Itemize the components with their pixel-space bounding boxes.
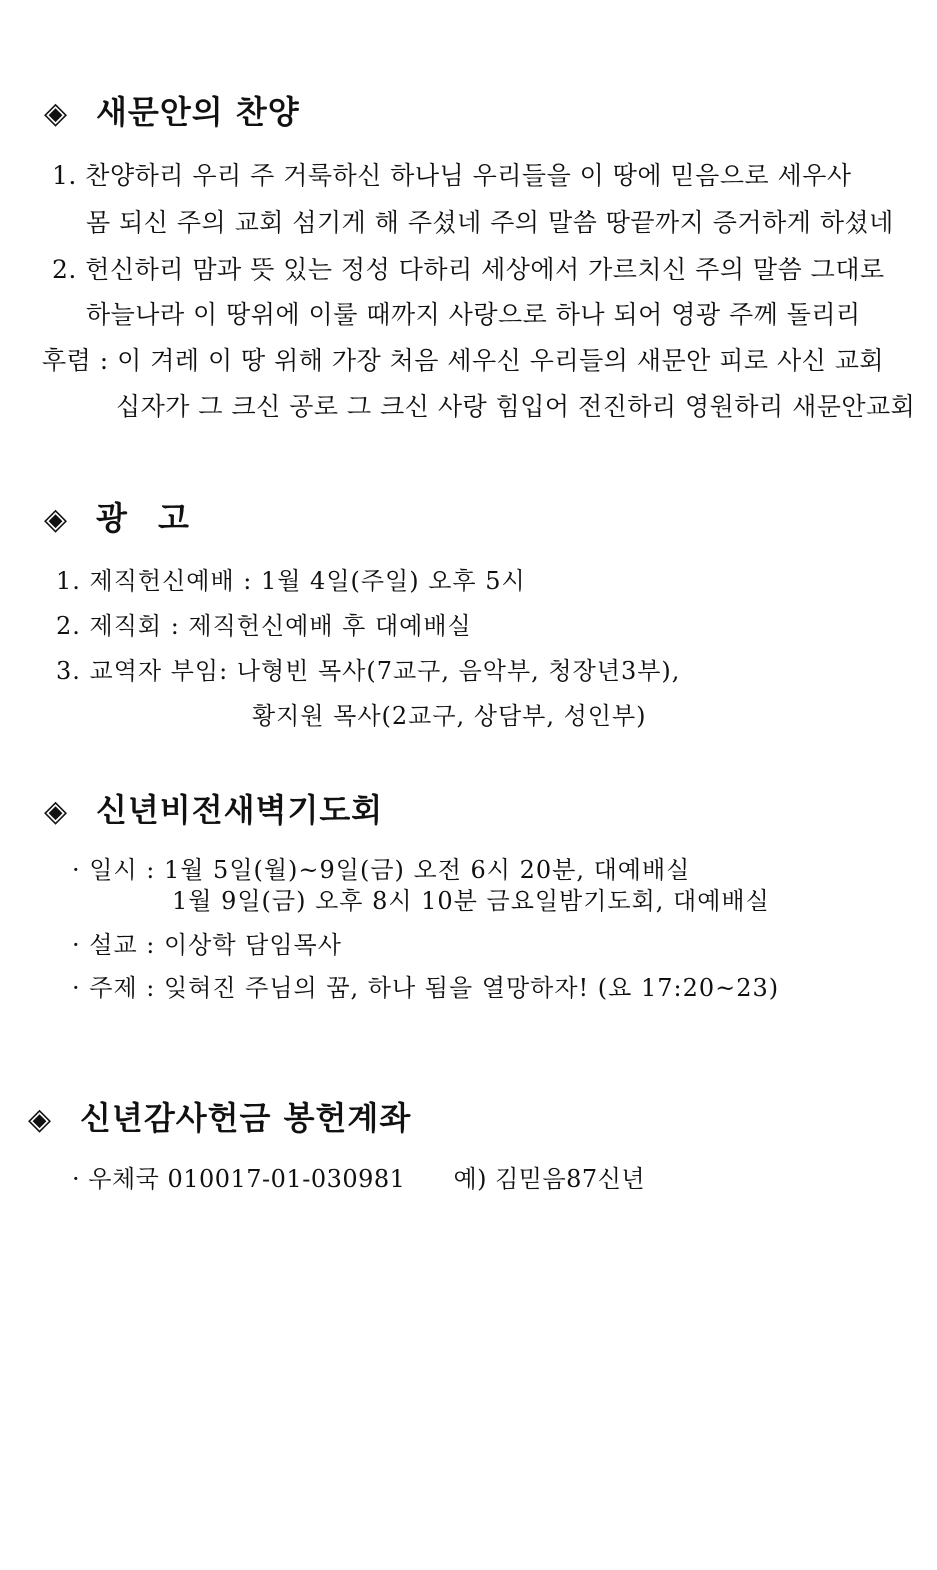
offering-section-title [28, 1098, 411, 1140]
hymn-line-3: 2. 헌신하리 맘과 뜻 있는 정성 다하리 세상에서 가르치신 주의 말씀 그대로 [52, 255, 885, 284]
hymn-chorus-line-2: 십자가 그 크신 공로 그 크신 사랑 힘입어 전진하리 영원하리 새문안교회 [116, 392, 916, 421]
diamond-bullet-icon: ◈ [44, 794, 69, 829]
hymn-title-text: 새문안의 찬양 [96, 93, 300, 131]
dawn-prayer-preacher: · 설교 : 이상학 담임목사 [72, 931, 342, 959]
diamond-bullet-icon: ◈ [44, 96, 69, 131]
dawn-prayer-title-text: 신년비전새벽기도회 [96, 791, 384, 829]
ad-item-1: 1. 제직헌신예배 : 1월 4일(주일) 오후 5시 [56, 567, 526, 595]
dawn-prayer-schedule-1: · 일시 : 1월 5일(월)~9일(금) 오전 6시 20분, 대예배실 [72, 856, 691, 884]
dawn-prayer-section-title [44, 790, 383, 832]
ads-section-title [44, 498, 199, 540]
hymn-line-1: 1. 찬양하리 우리 주 거룩하신 하나님 우리들을 이 땅에 믿음으로 세우사 [52, 161, 852, 190]
ad-item-3-continued: 황지원 목사(2교구, 상담부, 성인부) [252, 702, 647, 730]
diamond-bullet-icon: ◈ [28, 1102, 53, 1137]
dawn-prayer-theme: · 주제 : 잊혀진 주님의 꿈, 하나 됨을 열망하자! (요 17:20~23) [72, 974, 780, 1002]
ad-item-2: 2. 제직회 : 제직헌신예배 후 대예배실 [56, 612, 472, 640]
offering-account-line [72, 1163, 645, 1195]
offering-account-number: · 우체국 010017-01-030981 [72, 1165, 406, 1193]
offering-example: 예) 김믿음87신년 [453, 1165, 646, 1193]
dawn-prayer-schedule-2: 1월 9일(금) 오후 8시 10분 금요일밤기도회, 대예배실 [172, 887, 770, 915]
diamond-bullet-icon: ◈ [44, 502, 69, 537]
offering-title-text: 신년감사헌금 봉헌계좌 [80, 1099, 412, 1137]
hymn-line-4: 하늘나라 이 땅위에 이룰 때까지 사랑으로 하나 되어 영광 주께 돌리리 [86, 300, 861, 329]
hymn-chorus-line-1: 후렴 : 이 겨레 이 땅 위해 가장 처음 세우신 우리들의 새문안 피로 사신 교회 [42, 346, 885, 375]
hymn-section-title [44, 92, 300, 134]
hymn-line-2: 몸 되신 주의 교회 섬기게 해 주셨네 주의 말씀 땅끝까지 증거하게 하셨네 [86, 208, 894, 237]
ad-item-3: 3. 교역자 부임: 나형빈 목사(7교구, 음악부, 청장년3부), [56, 657, 681, 685]
ads-title-text: 광 고 [96, 499, 199, 537]
